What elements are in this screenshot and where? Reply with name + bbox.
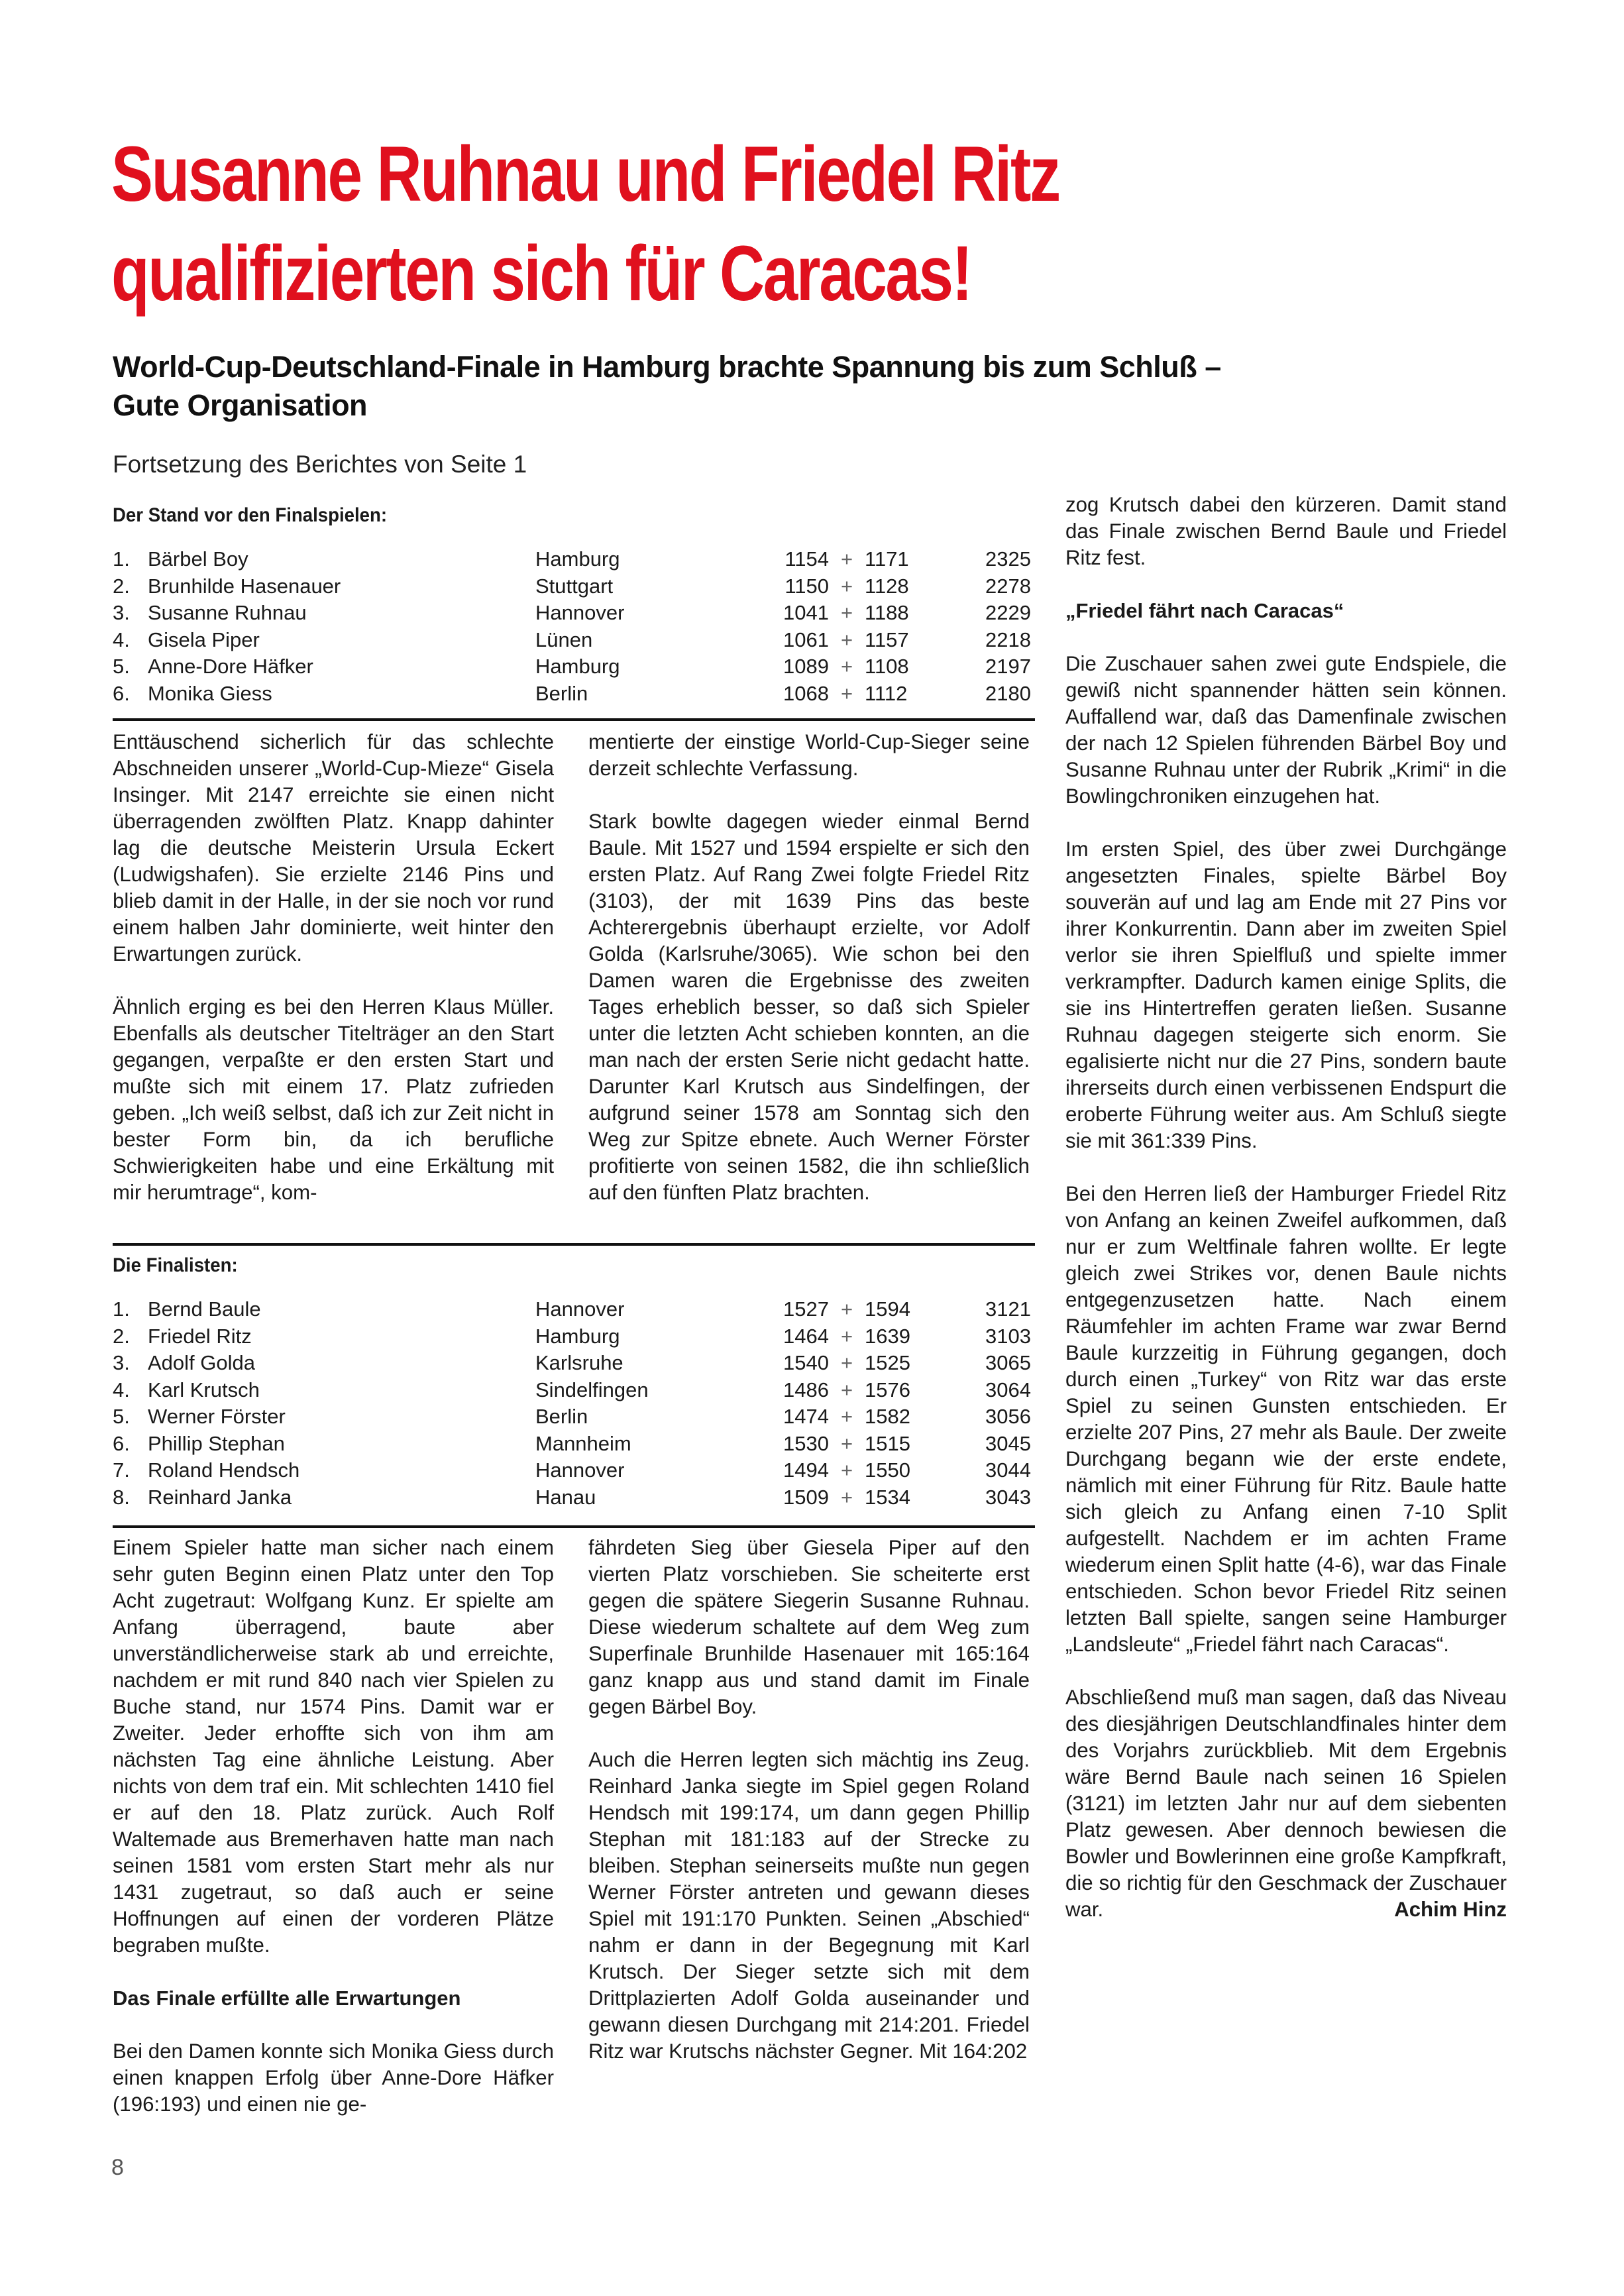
paragraph: fährdeten Sieg über Giesela Piper auf den vierten Platz vorschieben. Sie scheiterte erst gegen die spätere Siegerin Susanne Ruhnau. Diese wiederum schaltete auf dem Weg zum Superfinale Brunhilde Hasenauer mit 165:164 ganz knapp aus und stand damit im Finale gegen Bärbel Boy. xyxy=(588,1536,1030,1718)
rank-cell: 4. xyxy=(113,1378,130,1401)
city-cell: Karlsruhe xyxy=(535,1351,623,1374)
city-cell: Berlin xyxy=(535,681,588,705)
subheadline xyxy=(113,348,1405,425)
headline-line-1: Susanne Ruhnau und Friedel Ritz xyxy=(111,131,1059,218)
paragraph: Ähnlich erging es bei den Herren Klaus Müller. Ebenfalls als deutscher Titelträger an den Start gegangen, verpaßte er den ersten Start und mußte sich mit einem 17. Platz zufrieden geben. „Ich weiß selbst, daß ich zur Zeit nicht in bester Form bin, da ich berufliche Schwierigkeiten habe und eine Erkältung mit mir herumtrage“, kom- xyxy=(113,995,554,1204)
rank-cell: 7. xyxy=(113,1458,130,1482)
city-cell: Hanau xyxy=(535,1485,596,1509)
paragraph: Bei den Damen konnte sich Monika Giess durch einen knappen Erfolg über Anne-Dore Häfker (196:193) und einen nie ge- xyxy=(113,2040,554,2116)
total-cell: 2229 xyxy=(985,601,1031,624)
finalists-table xyxy=(113,1252,1034,1511)
total-cell: 3064 xyxy=(985,1378,1031,1401)
standings-title: Der Stand vor den Finalspielen: xyxy=(113,504,388,526)
score-cell: 1530 xyxy=(783,1431,829,1455)
rank-cell: 2. xyxy=(113,574,130,598)
score-cell: 1534 xyxy=(865,1485,910,1509)
table-row xyxy=(113,1457,1034,1484)
table-row xyxy=(113,1296,1034,1323)
table-row xyxy=(113,546,1034,573)
plus-sign: + xyxy=(840,628,853,651)
name-cell: Monika Giess xyxy=(148,681,272,705)
score-cell: 1525 xyxy=(865,1351,910,1374)
name-cell: Gisela Piper xyxy=(148,628,260,651)
rank-cell: 6. xyxy=(113,1431,130,1455)
total-cell: 2325 xyxy=(985,547,1031,571)
score-cell: 1464 xyxy=(783,1324,829,1348)
subheadline-line-2: Gute Organisation xyxy=(113,388,368,422)
subheadline-line-1: World-Cup-Deutschland-Finale in Hamburg brachte Spannung bis zum Schluß – xyxy=(113,350,1221,384)
paragraph: Die Zuschauer sahen zwei gute Endspiele, die gewiß nicht spannender hätten sein können. Auffallend war, daß das Damenfinale zwischen der nach 12 Spielen führenden Bärbel Boy und Susanne Ruhnau unter der Rubrik „Krimi“ in die Bowlingchroniken einzugehen hat. xyxy=(1065,652,1507,808)
lower-column-a xyxy=(113,1535,554,2144)
score-cell: 1509 xyxy=(783,1485,829,1509)
plus-sign: + xyxy=(840,1378,853,1401)
city-cell: Hamburg xyxy=(535,547,620,571)
city-cell: Mannheim xyxy=(535,1431,631,1455)
rank-cell: 3. xyxy=(113,601,130,624)
plus-sign: + xyxy=(840,1485,853,1509)
table-row xyxy=(113,600,1034,627)
score-cell: 1150 xyxy=(785,574,829,598)
score-cell: 1550 xyxy=(865,1458,910,1482)
section-heading: „Friedel fährt nach Caracas“ xyxy=(1065,599,1344,622)
score-cell: 1061 xyxy=(783,628,829,651)
table-row xyxy=(113,1350,1034,1377)
table-row xyxy=(113,627,1034,654)
name-cell: Anne-Dore Häfker xyxy=(148,655,313,678)
headline-line-2: qualifizierten sich für Caracas! xyxy=(111,230,971,317)
score-cell: 1527 xyxy=(783,1297,829,1321)
score-cell: 1068 xyxy=(783,681,829,705)
table-row xyxy=(113,681,1034,708)
rank-cell: 2. xyxy=(113,1324,130,1348)
name-cell: Phillip Stephan xyxy=(148,1431,285,1455)
score-cell: 1515 xyxy=(865,1431,910,1455)
city-cell: Lünen xyxy=(535,628,593,651)
section-divider xyxy=(113,718,1035,721)
name-cell: Adolf Golda xyxy=(148,1351,255,1374)
score-cell: 1540 xyxy=(783,1351,829,1374)
table-row xyxy=(113,573,1034,600)
score-cell: 1594 xyxy=(865,1297,910,1321)
table-row xyxy=(113,1377,1034,1404)
finalists-title: Die Finalisten: xyxy=(113,1254,238,1276)
table-row xyxy=(113,1431,1034,1458)
plus-sign: + xyxy=(840,601,853,624)
score-cell: 1089 xyxy=(783,655,829,678)
rank-cell: 1. xyxy=(113,547,130,571)
paragraph: Stark bowlte dagegen wieder einmal Bernd Baule. Mit 1527 und 1594 erspielte er sich den ersten Platz. Auf Rang Zwei folgte Friedel Ritz (3103), der mit 1639 Pins das beste Achterergebnis überhaupt erzielte, vor Adolf Golda (Karlsruhe/3065). Wie schon bei den Damen waren die Ergebnisse des zweiten Tages erheblich besser, so daß sich Spieler unter die letzten Acht schieben konnten, an die man nach der ersten Serie nicht gedacht hatte. Darunter Karl Krutsch aus Sindelfingen, der aufgrund seiner 1578 am Sonntag sich den Weg zur Spitze ebnete. Auch Werner Förster profitierte von seinen 1582, die ihn schließlich auf den fünften Platz brachten. xyxy=(588,810,1030,1204)
city-cell: Hamburg xyxy=(535,655,620,678)
paragraph: mentierte der einstige World-Cup-Sieger seine derzeit schlechte Verfassung. xyxy=(588,730,1030,780)
total-cell: 3121 xyxy=(985,1297,1031,1321)
score-cell: 1494 xyxy=(783,1458,829,1482)
score-cell: 1154 xyxy=(785,547,829,571)
score-cell: 1474 xyxy=(783,1405,829,1428)
score-cell: 1171 xyxy=(865,547,909,571)
table-row xyxy=(113,1403,1034,1431)
headline xyxy=(111,125,1065,323)
section-heading: Das Finale erfüllte alle Erwartungen xyxy=(113,1987,461,2010)
name-cell: Susanne Ruhnau xyxy=(148,601,307,624)
finalists-rows xyxy=(113,1296,1034,1511)
table-row xyxy=(113,653,1034,681)
total-cell: 3045 xyxy=(985,1431,1031,1455)
score-cell: 1188 xyxy=(865,601,909,624)
total-cell: 3043 xyxy=(985,1485,1031,1509)
paragraph: Im ersten Spiel, des über zwei Durchgänge angesetzten Finales, spielte Bärbel Boy souverän auf und lag am Ende mit 27 Pins vor ihrer Konkurrentin. Dann aber im zweiten Spiel verlor sie ihren Spielfluß und spielte immer verkrampfter. Dadurch kamen einige Splits, die sie ins Hintertreffen geraten ließen. Susanne Ruhnau dagegen steigerte sich enorm. Sie egalisierte nicht nur die 27 Pins, sondern baute ihrerseits durch einen verbissenen Endspurt die eroberte Führung weiter aus. Am Schluß siegte sie mit 361:339 Pins. xyxy=(1065,838,1507,1152)
table-row xyxy=(113,1323,1034,1350)
author-signature: Achim Hinz xyxy=(1394,1898,1507,1921)
total-cell: 3056 xyxy=(985,1405,1031,1428)
city-cell: Hannover xyxy=(535,1297,625,1321)
name-cell: Brunhilde Hasenauer xyxy=(148,574,341,598)
name-cell: Karl Krutsch xyxy=(148,1378,260,1401)
name-cell: Werner Förster xyxy=(148,1405,286,1428)
rank-cell: 3. xyxy=(113,1351,130,1374)
upper-column-b xyxy=(588,729,1030,1232)
plus-sign: + xyxy=(840,1297,853,1321)
paragraph xyxy=(1065,1684,1507,1923)
closing-text: Abschließend muß man sagen, daß das Niveau des diesjährigen Deutschlandfinales hinter dem des Vorjahrs zurückblieb. Mit dem Ergebnis wäre Bernd Baule nach seinen 16 Spielen (3121) im letzten Jahr nur auf dem siebenten Platz gewesen. Aber dennoch bewiesen die Bowler und Bowlerinnen eine große Kampfkraft, die so richtig für den Geschmack der Zuschauer war. xyxy=(1065,1686,1507,1921)
score-cell: 1582 xyxy=(865,1405,910,1428)
name-cell: Roland Hendsch xyxy=(148,1458,300,1482)
name-cell: Bernd Baule xyxy=(148,1297,261,1321)
rank-cell: 5. xyxy=(113,1405,130,1428)
total-cell: 2218 xyxy=(985,628,1031,651)
rank-cell: 5. xyxy=(113,655,130,678)
city-cell: Berlin xyxy=(535,1405,588,1428)
score-cell: 1041 xyxy=(783,601,829,624)
plus-sign: + xyxy=(840,655,853,678)
rank-cell: 1. xyxy=(113,1297,130,1321)
score-cell: 1486 xyxy=(783,1378,829,1401)
lower-column-b xyxy=(588,1535,1030,2091)
paragraph: Einem Spieler hatte man sicher nach einem sehr guten Beginn einen Platz unter den Top Acht zugetraut: Wolfgang Kunz. Er spielte am Anfang überragend, baute aber unverständlicherweise stark ab und erreichte, nachdem er mit rund 840 nach vier Spielen zu Buche stand, nur 1574 Pins. Damit war er Zweiter. Jeder erhoffte sich von ihm am nächsten Tag eine ähnliche Leistung. Aber nichts von dem traf ein. Mit schlechten 1410 fiel er auf den 18. Platz zurück. Auch Rolf Waltemade aus Bremerhaven hatte man nach seinen 1581 vom ersten Start mehr als nur 1431 zugetraut, so daß auch er seine Hoffnungen auf einen der vorderen Plätze begraben mußte. xyxy=(113,1536,554,1957)
city-cell: Hamburg xyxy=(535,1324,620,1348)
score-cell: 1576 xyxy=(865,1378,910,1401)
name-cell: Friedel Ritz xyxy=(148,1324,252,1348)
score-cell: 1112 xyxy=(865,681,908,705)
right-column xyxy=(1065,492,1507,1949)
name-cell: Bärbel Boy xyxy=(148,547,248,571)
score-cell: 1157 xyxy=(865,628,909,651)
total-cell: 3044 xyxy=(985,1458,1031,1482)
plus-sign: + xyxy=(840,1405,853,1428)
city-cell: Sindelfingen xyxy=(535,1378,649,1401)
paragraph: Auch die Herren legten sich mächtig ins Zeug. Reinhard Janka siegte im Spiel gegen Roland Hendsch mit 199:174, um dann gegen Phillip Stephan mit 181:183 auf der Strecke zu bleiben. Stephan seinerseits mußte nun gegen Werner Förster antreten und gewann dieses Spiel mit 191:170 Punkten. Seinen „Abschied“ nahm er dann in der Begegnung mit Karl Krutsch. Der Sieger setzte sich mit dem Drittplazierten Adolf Golda auseinander und gewann diesen Durchgang mit 214:201. Friedel Ritz war Krutschs nächster Gegner. Mit 164:202 xyxy=(588,1748,1030,2063)
total-cell: 2278 xyxy=(985,574,1031,598)
paragraph: Enttäuschend sicherlich für das schlechte Abschneiden unserer „World-Cup-Mieze“ Gisela Insinger. Mit 2147 erreichte sie einen nicht überragenden zwölften Platz. Knapp dahinter lag die deutsche Meisterin Ursula Eckert (Ludwigshafen). Sie erzielte 2146 Pins und blieb damit in der Halle, in der sie noch vor rund einem halben Jahr dominierte, weit hinter den Erwartungen zurück. xyxy=(113,730,554,965)
paragraph: zog Krutsch dabei den kürzeren. Damit stand das Finale zwischen Bernd Baule und Friedel Ritz fest. xyxy=(1065,493,1507,569)
city-cell: Hannover xyxy=(535,601,625,624)
rank-cell: 4. xyxy=(113,628,130,651)
score-cell: 1108 xyxy=(865,655,909,678)
standings-table xyxy=(113,502,1034,707)
plus-sign: + xyxy=(840,1431,853,1455)
city-cell: Stuttgart xyxy=(535,574,614,598)
city-cell: Hannover xyxy=(535,1458,625,1482)
name-cell: Reinhard Janka xyxy=(148,1485,292,1509)
rank-cell: 6. xyxy=(113,681,130,705)
section-divider xyxy=(113,1243,1035,1246)
standings-rows xyxy=(113,546,1034,707)
plus-sign: + xyxy=(840,1351,853,1374)
upper-column-a xyxy=(113,729,554,1232)
plus-sign: + xyxy=(840,574,853,598)
total-cell: 3065 xyxy=(985,1351,1031,1374)
page-number: 8 xyxy=(111,2155,124,2180)
plus-sign: + xyxy=(840,1324,853,1348)
plus-sign: + xyxy=(840,547,853,571)
rank-cell: 8. xyxy=(113,1485,130,1509)
table-row xyxy=(113,1484,1034,1511)
total-cell: 2180 xyxy=(985,681,1031,705)
continuation-note: Fortsetzung des Berichtes von Seite 1 xyxy=(113,451,527,478)
plus-sign: + xyxy=(840,1458,853,1482)
section-divider xyxy=(113,1525,1035,1528)
paragraph: Bei den Herren ließ der Hamburger Friedel Ritz von Anfang an keinen Zweifel aufkommen, daß nur er zum Weltfinale fahren wollte. Er legte gleich zwei Strikes vor, denen Baule nichts entgegenzusetzen hatte. Nach einem Räumfehler im achten Frame war zwar Bernd Baule kurzzeitig in Führung gegangen, doch durch einen „Turkey“ von Ritz war das erste Spiel zu seinen Gunsten entschieden. Er erzielte 207 Pins, 27 mehr als Baule. Der zweite Durchgang begann wie der erste endete, nämlich mit einer Führung für Ritz. Baule hatte sich gleich zu Anfang einen 7-10 Split aufgestellt. Nachdem er im achten Frame wiederum einen Split hatte (4-6), war das Finale entschieden. Schon bevor Friedel Ritz seinen letzten Ball spielte, sangen seine Hamburger „Landsleute“ „Friedel fährt nach Caracas“. xyxy=(1065,1182,1507,1656)
total-cell: 3103 xyxy=(985,1324,1031,1348)
score-cell: 1639 xyxy=(865,1324,910,1348)
score-cell: 1128 xyxy=(865,574,909,598)
plus-sign: + xyxy=(840,681,853,705)
total-cell: 2197 xyxy=(985,655,1031,678)
